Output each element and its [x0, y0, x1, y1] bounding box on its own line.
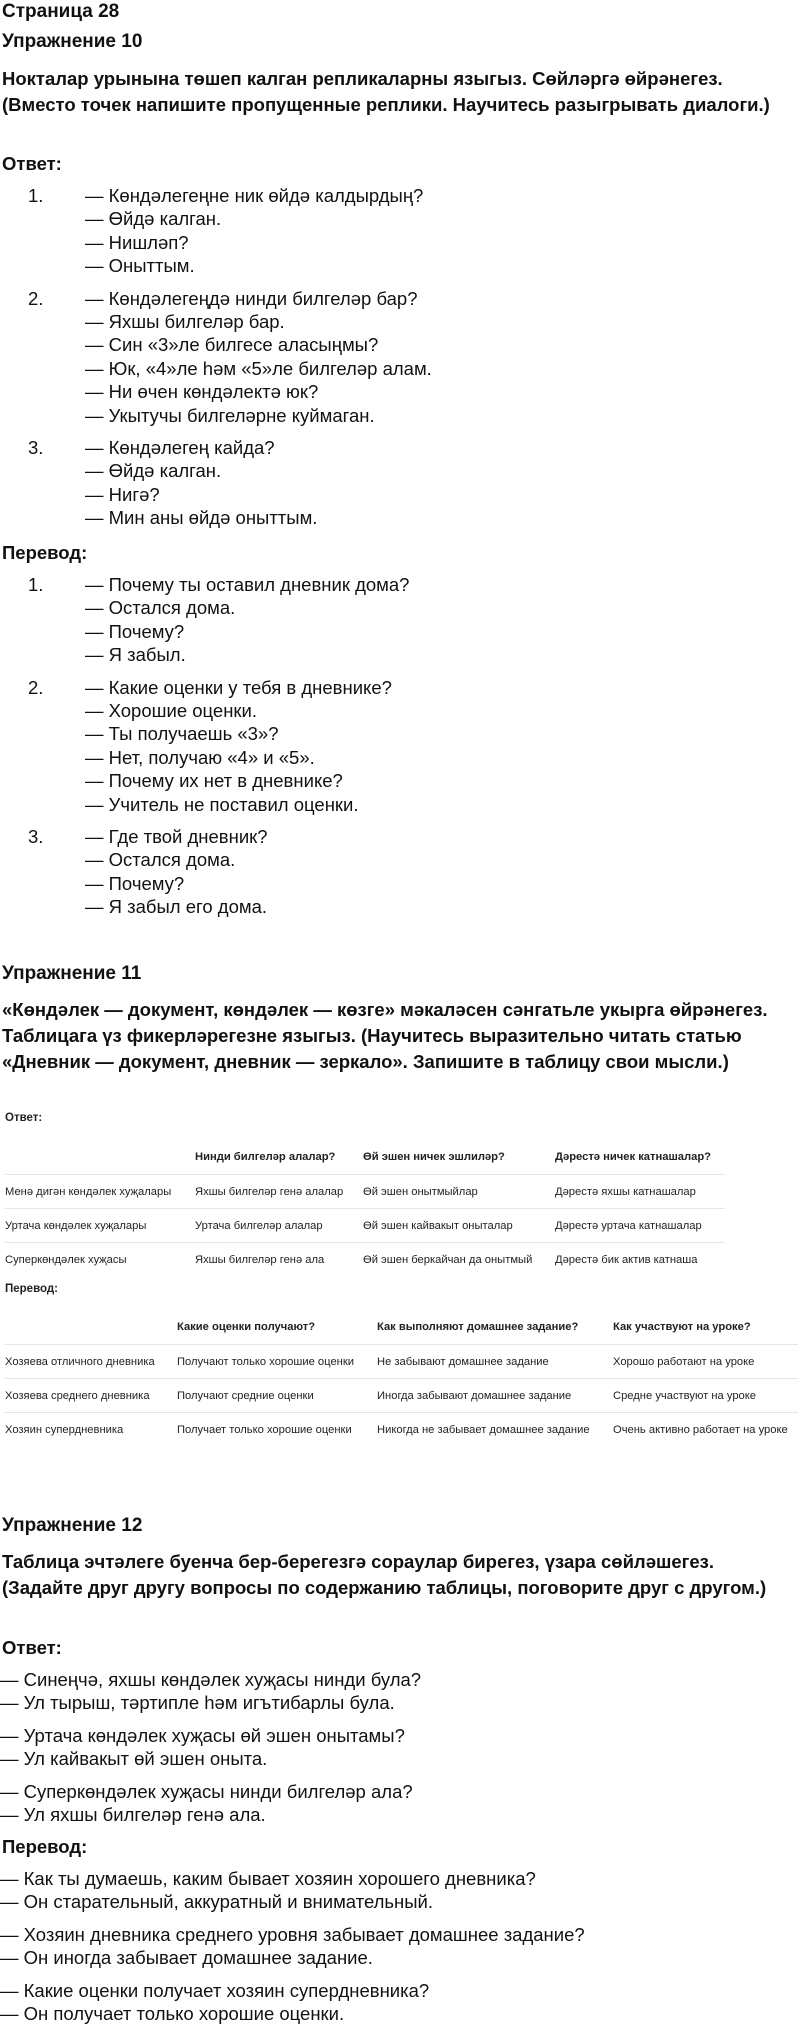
- table-header-cell: Как выполняют домашнее задание?: [377, 1321, 579, 1333]
- dialogue-line: — Почему ты оставил дневник дома?: [85, 574, 410, 595]
- dialogue-line: — Нет, получаю «4» и «5».: [85, 746, 315, 768]
- dialogue-line: — Ни өчен көндәлектә юк?: [85, 381, 319, 403]
- dialogue-pair: [0, 1780, 421, 1827]
- dialogue-line: — Мин аны өйдә оныттым.: [85, 507, 318, 529]
- dialogue-line: — Хозяин дневника среднего уровня забывает домашнее задание?: [0, 1923, 585, 1945]
- table-cell: Никогда не забывает домашнее задание: [377, 1413, 613, 1447]
- dialogue-line: — Нишләп?: [85, 231, 189, 253]
- dialogue-group: [28, 676, 409, 816]
- table-cell: Очень активно работает на уроке: [613, 1413, 798, 1447]
- dialogue-pair: [0, 1724, 421, 1771]
- table-row: [5, 1243, 725, 1277]
- table-header-cell: Как участвуют на уроке?: [613, 1321, 751, 1333]
- table-cell: Хозяева отличного дневника: [5, 1345, 177, 1379]
- dialogue-pair: [0, 1923, 585, 1970]
- table-header-cell: Өй эшен ничек эшлиләр?: [363, 1151, 505, 1163]
- dialogue-group: [28, 573, 409, 667]
- dialogue-line: — Юк, «4»ле һәм «5»ле билгеләр алам.: [85, 357, 432, 379]
- table-cell: Не забывают домашнее задание: [377, 1345, 613, 1379]
- dialogue-line: — Өйдә калган.: [85, 208, 222, 230]
- dialogue-line: — Ул тырыш, тәртипле һәм игътибарлы була.: [0, 1692, 395, 1714]
- table-header-cell: Нинди билгеләр алалар?: [195, 1151, 336, 1163]
- exercise-10-translation-list: [28, 573, 409, 928]
- dialogue-line: — Как ты думаешь, каким бывает хозяин хорошего дневника?: [0, 1868, 536, 1889]
- dialogue-line: — Өйдә калган.: [85, 460, 222, 482]
- exercise-12-translation-label: Перевод:: [2, 1836, 88, 1857]
- dialogue-pair: [0, 1979, 585, 2026]
- table-cell: Менә дигән көндәлек хуҗалары: [5, 1175, 195, 1209]
- table-cell: Суперкөндәлек хуҗасы: [5, 1243, 195, 1277]
- exercise-11-task: «Көндәлек — документ, көндәлек — көзге» мәкаләсен сәнгатьле укырга өйрәнегез. Таблицага үз фикерләрегезне языгыз. (Научитесь выразительно читать статью «Дневник — документ, дневник — зеркало». Запишите в таблицу свои мысли.): [2, 999, 768, 1072]
- table-cell: Дәрестә уртача катнашалар: [555, 1209, 725, 1243]
- dialogue-group: [28, 287, 432, 427]
- dialogue-line: — Укытучы билгеләрне куймаган.: [85, 404, 375, 426]
- dialogue-line: — Почему их нет в дневнике?: [85, 770, 343, 792]
- dialogue-line: — Уртача көндәлек хуҗасы өй эшен онытамы?: [0, 1724, 405, 1746]
- dialogue-line: — Ул кайвакыт өй эшен оныта.: [0, 1748, 268, 1770]
- exercise-10-answer-list: [28, 184, 432, 539]
- table-header-cell: [5, 1310, 177, 1345]
- table-cell: Яхшы билгеләр генә алалар: [195, 1175, 363, 1209]
- exercise-12-answer-dialogues: [0, 1668, 421, 1835]
- table-row: [5, 1345, 798, 1379]
- dialogue-line: — Син «3»ле билгесе аласыңмы?: [85, 334, 379, 356]
- table-cell: Яхшы билгеләр генә ала: [195, 1243, 363, 1277]
- table-cell: Өй эшен беркайчан да онытмый: [363, 1243, 555, 1277]
- dialogue-line: — Я забыл.: [85, 644, 186, 666]
- dialogue-group: [28, 184, 432, 278]
- table-header-cell: Дәрестә ничек катнашалар?: [555, 1151, 712, 1163]
- table-cell: Хозяева среднего дневника: [5, 1379, 177, 1413]
- exercise-11-translation-table-label: Перевод:: [5, 1283, 59, 1295]
- dialogue-line: — Суперкөндәлек хуҗасы нинди билгеләр ала?: [0, 1780, 413, 1802]
- dialogue-line: — Ты получаешь «3»?: [85, 723, 279, 745]
- dialogue-line: — Ул яхшы билгеләр генә ала.: [0, 1804, 266, 1826]
- exercise-11-translation-table: [5, 1310, 798, 1446]
- dialogue-line: — Остался дома.: [85, 597, 236, 619]
- table-cell: Уртача көндәлек хуҗалары: [5, 1209, 195, 1243]
- dialogue-line: — Почему?: [85, 620, 185, 642]
- dialogue-number: 1.: [28, 185, 44, 206]
- table-cell: Получает только хорошие оценки: [177, 1413, 377, 1447]
- dialogue-line: — Көндәлегең кайда?: [85, 437, 275, 459]
- dialogue-line: — Какие оценки у тебя в дневнике?: [85, 676, 392, 698]
- dialogue-line: — Остался дома.: [85, 849, 236, 871]
- table-row: [5, 1175, 725, 1209]
- exercise-12-title: Упражнение 12: [2, 1515, 143, 1536]
- table-cell: Уртача билгеләр алалар: [195, 1209, 363, 1243]
- table-cell: Получают только хорошие оценки: [177, 1345, 377, 1379]
- exercise-12-answer-label: Ответ:: [2, 1637, 62, 1658]
- dialogue-number: 2.: [28, 676, 44, 698]
- exercise-11-answer-table: [5, 1140, 725, 1276]
- table-cell: Иногда забывают домашнее задание: [377, 1379, 613, 1413]
- table-header-row: [5, 1140, 725, 1175]
- exercise-11-answer-table-label: Ответ:: [5, 1112, 43, 1124]
- table-cell: Средне участвуют на уроке: [613, 1379, 798, 1413]
- dialogue-line: — Нигә?: [85, 483, 160, 505]
- exercise-12-translation-dialogues: [0, 1867, 585, 2034]
- dialogue-line: — Яхшы билгеләр бар.: [85, 311, 285, 333]
- dialogue-line: — Көндәлегеңне ник өйдә калдырдың?: [85, 185, 424, 206]
- table-cell: Хорошо работают на уроке: [613, 1345, 798, 1379]
- exercise-10-translation-label: Перевод:: [2, 542, 88, 563]
- table-cell: Өй эшен кайвакыт оныталар: [363, 1209, 555, 1243]
- exercise-12-task: Таблица эчтәлеге буенча бер-берегезгә сораулар бирегез, үзара сөйләшегез. (Задайте друг другу вопросы по содержанию таблицы, поговорите друг с другом.): [2, 1551, 767, 1598]
- dialogue-line: — Учитель не поставил оценки.: [85, 793, 359, 815]
- table-row: [5, 1413, 798, 1447]
- dialogue-pair: [0, 1668, 421, 1715]
- dialogue-pair: [0, 1867, 585, 1914]
- dialogue-number: 3.: [28, 826, 44, 848]
- table-cell: Дәрестә бик актив катнаша: [555, 1243, 725, 1277]
- table-header-row: [5, 1310, 798, 1345]
- table-row: [5, 1379, 798, 1413]
- dialogue-line: — Оныттым.: [85, 255, 195, 277]
- dialogue-line: — Он получает только хорошие оценки.: [0, 2003, 345, 2025]
- table-cell: Хозяин супердневника: [5, 1413, 177, 1447]
- dialogue-line: — Почему?: [85, 872, 185, 894]
- table-header-cell: Какие оценки получают?: [177, 1321, 316, 1333]
- dialogue-group: [28, 436, 432, 530]
- exercise-10-title: Упражнение 10: [2, 31, 143, 52]
- dialogue-line: — Хорошие оценки.: [85, 700, 257, 722]
- dialogue-group: [28, 825, 409, 919]
- table-cell: Дәрестә яхшы катнашалар: [555, 1175, 725, 1209]
- exercise-11-title: Упражнение 11: [2, 963, 142, 984]
- table-cell: Өй эшен онытмыйлар: [363, 1175, 555, 1209]
- exercise-10-task: Нокталар урынына төшеп калган репликаларны языгыз. Сөйләргә өйрәнегез. (Вместо точек напишите пропущенные реплики. Научитесь разыгрывать диалоги.): [2, 68, 770, 115]
- page-title: Страница 28: [2, 1, 120, 22]
- dialogue-line: — Какие оценки получает хозяин супердневника?: [0, 1979, 430, 2001]
- table-row: [5, 1209, 725, 1243]
- dialogue-line: — Көндәлегеңдә нинди билгеләр бар?: [85, 287, 418, 309]
- exercise-10-answer-label: Ответ:: [2, 153, 62, 174]
- dialogue-number: 1.: [28, 574, 44, 595]
- dialogue-line: — Где твой дневник?: [85, 826, 268, 848]
- table-header-cell: [5, 1140, 195, 1175]
- dialogue-number: 2.: [28, 287, 44, 309]
- dialogue-number: 3.: [28, 437, 44, 459]
- dialogue-line: — Он старательный, аккуратный и внимательный.: [0, 1891, 434, 1913]
- dialogue-line: — Он иногда забывает домашнее задание.: [0, 1947, 373, 1969]
- dialogue-line: — Я забыл его дома.: [85, 896, 268, 918]
- table-cell: Получают средние оценки: [177, 1379, 377, 1413]
- dialogue-line: — Синеңчә, яхшы көндәлек хуҗасы нинди була?: [0, 1669, 422, 1690]
